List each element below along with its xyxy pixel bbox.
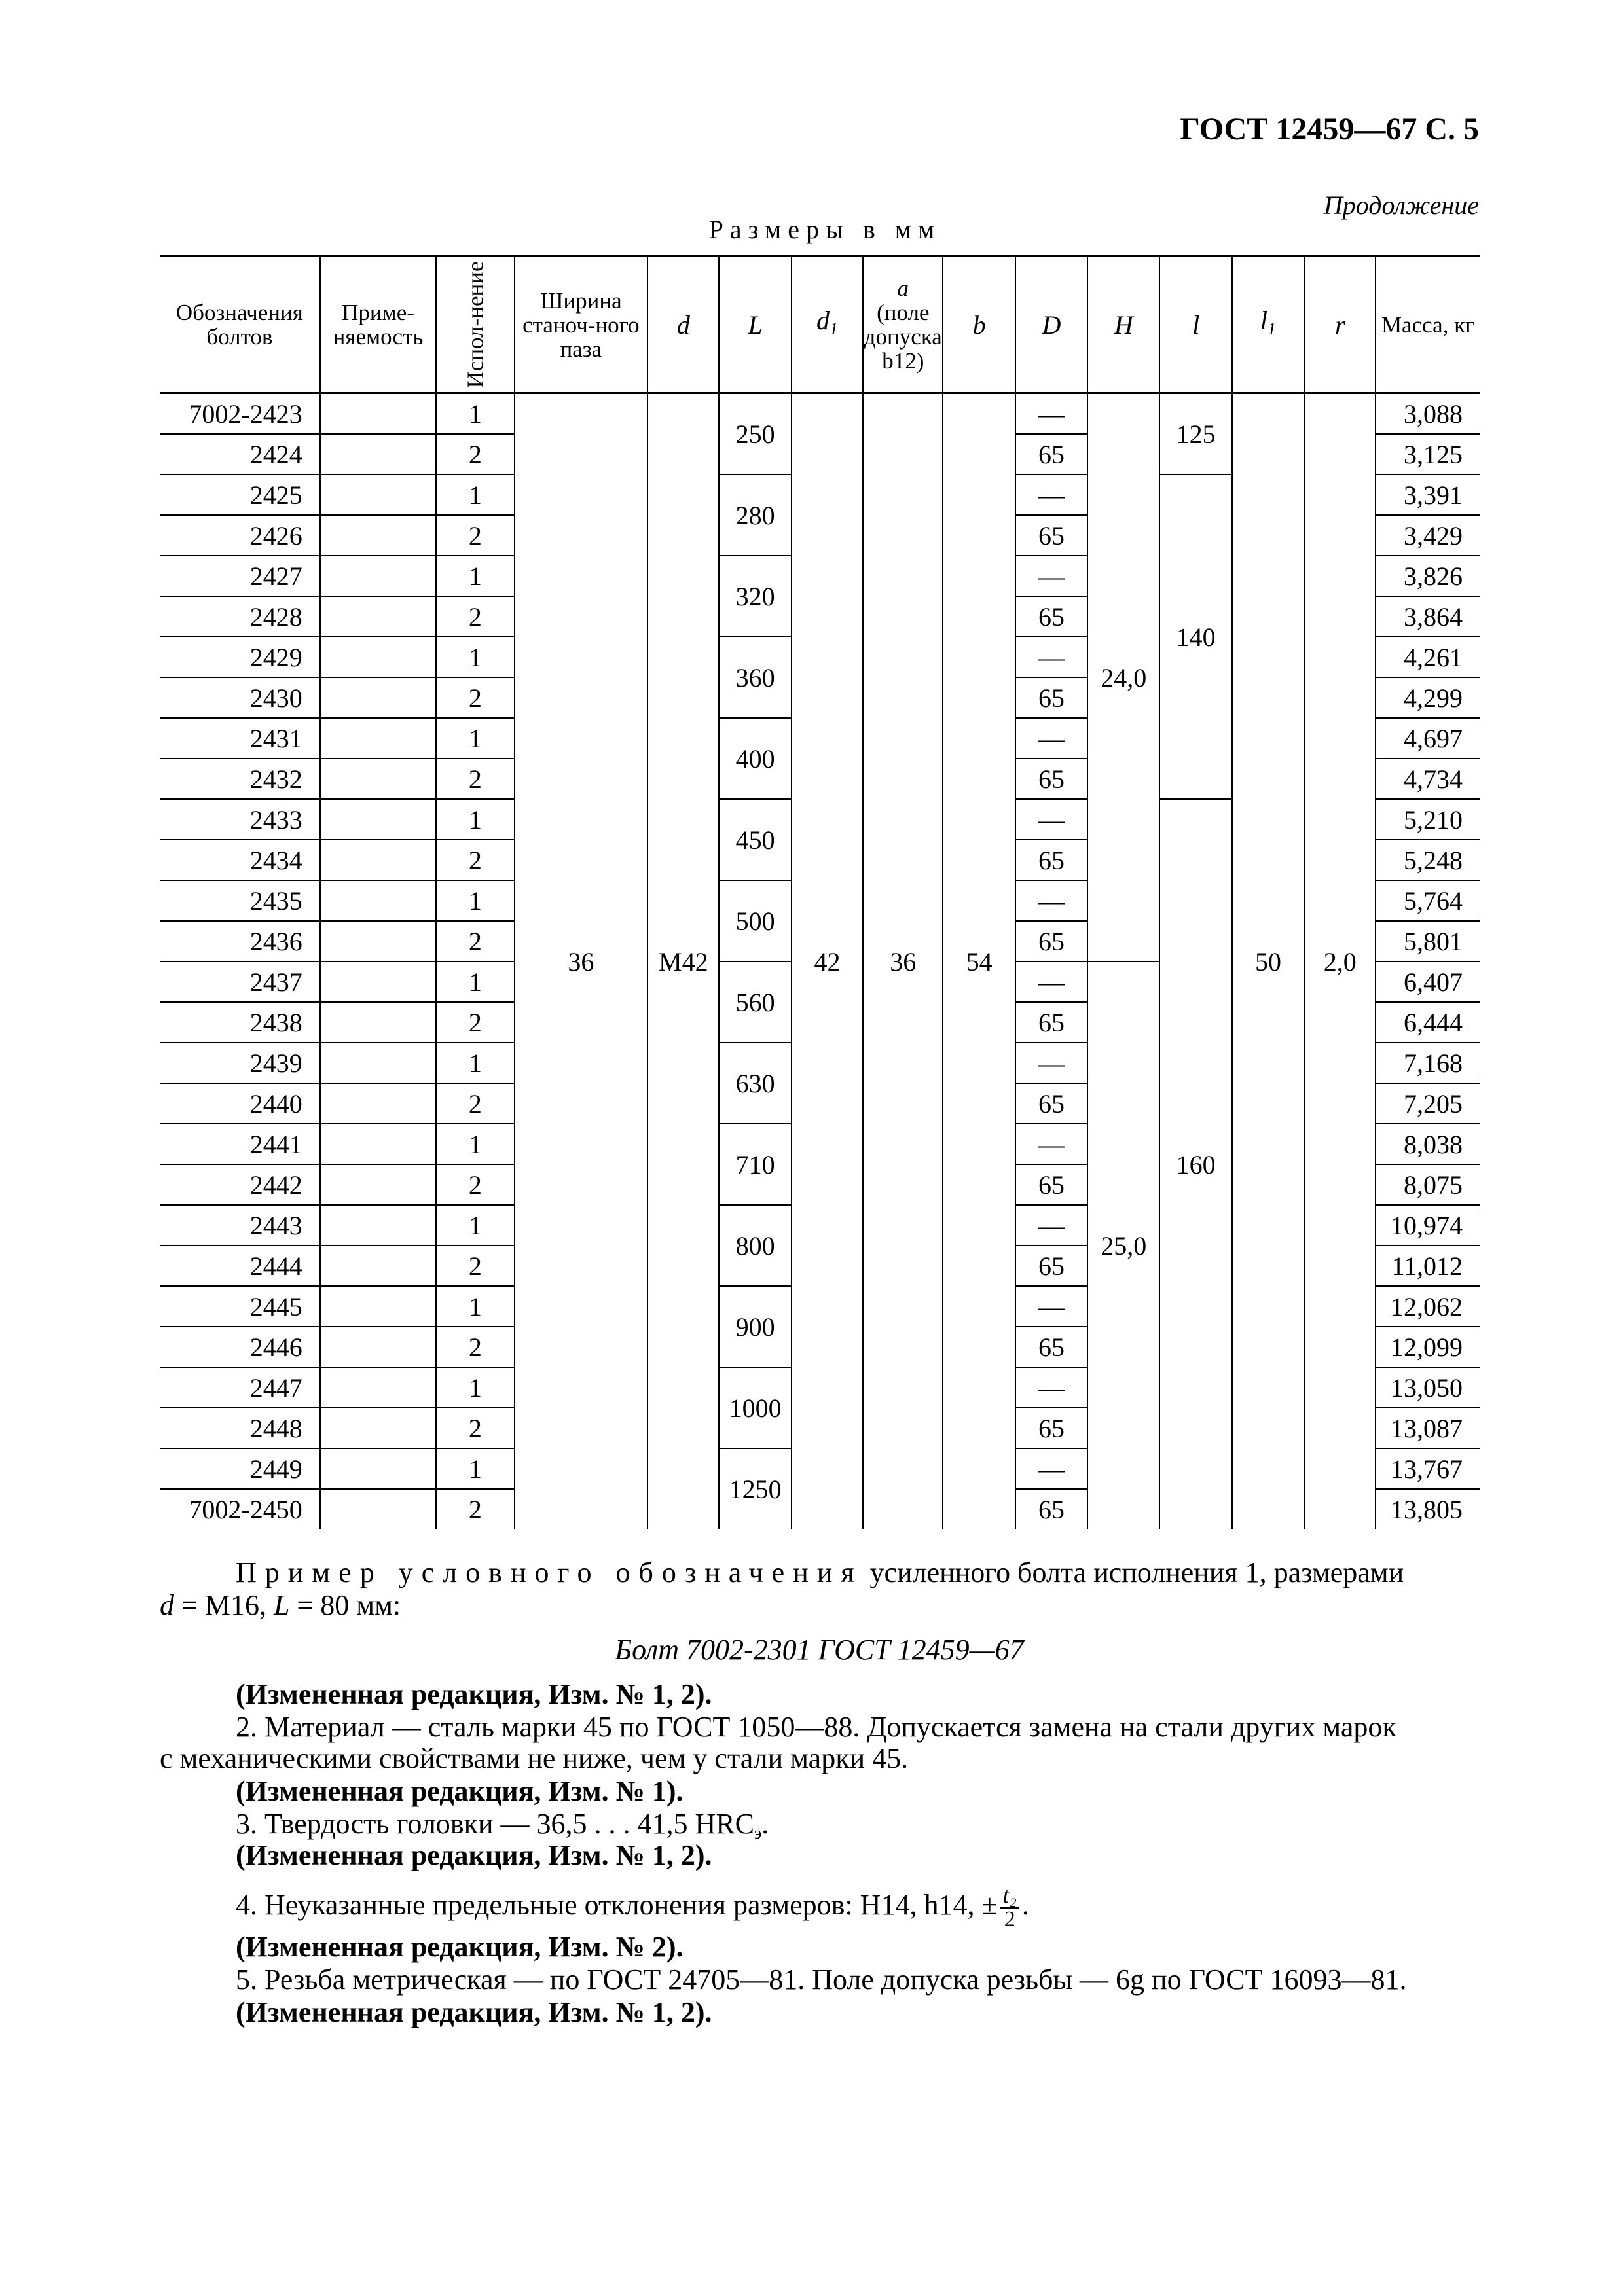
cell-L: 320: [719, 556, 791, 637]
cell-L: 400: [719, 718, 791, 799]
cell-execution: 2: [436, 1002, 514, 1043]
example-mid: = M16,: [181, 1589, 266, 1621]
cell-execution: 1: [436, 1124, 514, 1164]
cell-mass: 3,864: [1376, 596, 1480, 637]
cell-mass: 6,444: [1376, 1002, 1480, 1043]
amendment-note: (Измененная редакция, Изм. № 1, 2).: [236, 1996, 712, 2028]
cell-mass: 6,407: [1376, 961, 1480, 1002]
cell-D: —: [1015, 1205, 1087, 1246]
cell-L: 710: [719, 1124, 791, 1205]
header-d: d: [647, 257, 719, 393]
cell-D: 65: [1015, 515, 1087, 556]
header-a-note: (поле допуска b12): [864, 300, 942, 374]
cell-d1: 42: [792, 393, 863, 1530]
cell-slot-width: 36: [515, 393, 648, 1530]
cell-L: 360: [719, 637, 791, 718]
cell-mass: 13,087: [1376, 1408, 1480, 1448]
cell-execution: 1: [436, 1286, 514, 1327]
header-r: r: [1304, 257, 1376, 393]
cell-D: 65: [1015, 759, 1087, 799]
cell-designation: 2428: [160, 596, 320, 637]
cell-applicability: [320, 677, 437, 718]
cell-designation: 2435: [160, 880, 320, 921]
cell-applicability: [320, 1083, 437, 1124]
cell-D: —: [1015, 393, 1087, 435]
cell-mass: 3,125: [1376, 434, 1480, 475]
cell-mass: 3,391: [1376, 475, 1480, 515]
dimensions-caption: Размеры в мм: [708, 215, 941, 244]
cell-mass: 5,764: [1376, 880, 1480, 921]
header-l1: [1232, 257, 1304, 393]
cell-applicability: [320, 1002, 437, 1043]
cell-applicability: [320, 1489, 437, 1529]
cell-L: 1000: [719, 1367, 791, 1448]
header-d1-text: d: [816, 306, 830, 335]
cell-execution: 2: [436, 1408, 514, 1448]
cell-mass: 12,099: [1376, 1327, 1480, 1367]
paragraph-2: 2. Материал — сталь марки 45 по ГОСТ 1050—88. Допускается замена на стали других марок: [236, 1711, 1396, 1743]
cell-applicability: [320, 880, 437, 921]
example-spaced-lead: Пример условного обозначения: [236, 1556, 863, 1588]
cell-mass: 7,168: [1376, 1043, 1480, 1083]
cell-applicability: [320, 1205, 437, 1246]
example-designation: Болт 7002-2301 ГОСТ 12459—67: [615, 1634, 1024, 1666]
cell-applicability: [320, 1286, 437, 1327]
cell-L: 500: [719, 880, 791, 961]
cell-D: —: [1015, 475, 1087, 515]
cell-designation: 2438: [160, 1002, 320, 1043]
cell-mass: 4,299: [1376, 677, 1480, 718]
cell-designation: 7002-2423: [160, 393, 320, 435]
cell-mass: 8,038: [1376, 1124, 1480, 1164]
table-row: [160, 393, 1480, 435]
cell-applicability: [320, 1043, 437, 1083]
cell-mass: 5,210: [1376, 799, 1480, 840]
cell-applicability: [320, 515, 437, 556]
cell-designation: 2427: [160, 556, 320, 596]
fraction-denominator: 2: [1004, 1907, 1015, 1931]
cell-designation: 2431: [160, 718, 320, 759]
cell-D: —: [1015, 799, 1087, 840]
cell-l: 140: [1159, 475, 1231, 799]
cell-mass: 13,767: [1376, 1448, 1480, 1489]
cell-mass: 4,734: [1376, 759, 1480, 799]
header-H: H: [1087, 257, 1159, 393]
header-D: D: [1015, 257, 1087, 393]
cell-designation: 2447: [160, 1367, 320, 1408]
cell-D: —: [1015, 1286, 1087, 1327]
cell-applicability: [320, 1164, 437, 1205]
cell-L: 450: [719, 799, 791, 880]
cell-mass: 8,075: [1376, 1164, 1480, 1205]
cell-designation: 2442: [160, 1164, 320, 1205]
cell-D: 65: [1015, 677, 1087, 718]
header-designation: Обозначения болтов: [160, 257, 320, 393]
cell-mass: 5,248: [1376, 840, 1480, 880]
cell-execution: 1: [436, 880, 514, 921]
cell-execution: 2: [436, 840, 514, 880]
cell-applicability: [320, 799, 437, 840]
cell-D: —: [1015, 880, 1087, 921]
cell-execution: 2: [436, 921, 514, 961]
cell-designation: 2429: [160, 637, 320, 677]
cell-applicability: [320, 393, 437, 435]
paragraph-3-sub: э: [754, 1823, 762, 1842]
cell-D: —: [1015, 637, 1087, 677]
header-a: [863, 257, 943, 393]
cell-execution: 2: [436, 1246, 514, 1286]
cell-H: 25,0: [1087, 961, 1159, 1529]
header-l1-sub: 1: [1267, 319, 1277, 338]
example-end: = 80 мм:: [297, 1589, 401, 1621]
cell-execution: 1: [436, 718, 514, 759]
cell-b: 54: [943, 393, 1015, 1530]
cell-mass: 3,826: [1376, 556, 1480, 596]
cell-l: 125: [1159, 393, 1231, 475]
cell-applicability: [320, 1124, 437, 1164]
cell-r: 2,0: [1304, 393, 1376, 1530]
cell-applicability: [320, 1448, 437, 1489]
paragraph-2-cont: с механическими свойствами не ниже, чем у стали марки 45.: [160, 1742, 909, 1774]
cell-D: 65: [1015, 434, 1087, 475]
cell-designation: 2448: [160, 1408, 320, 1448]
paragraph-4-end: .: [1021, 1889, 1029, 1922]
cell-execution: 1: [436, 475, 514, 515]
amendment-note: (Измененная редакция, Изм. № 1).: [236, 1775, 684, 1807]
header-d1-sub: 1: [829, 319, 838, 338]
amendment-note: (Измененная редакция, Изм. № 1, 2).: [236, 1678, 712, 1710]
cell-execution: 1: [436, 637, 514, 677]
header-L: L: [719, 257, 791, 393]
cell-applicability: [320, 961, 437, 1002]
header-execution: [436, 257, 514, 393]
cell-applicability: [320, 1408, 437, 1448]
cell-execution: 2: [436, 434, 514, 475]
header-applicability: Приме-няемость: [320, 257, 437, 393]
cell-L: 630: [719, 1043, 791, 1124]
cell-applicability: [320, 1246, 437, 1286]
cell-mass: 13,050: [1376, 1367, 1480, 1408]
cell-L: 560: [719, 961, 791, 1043]
cell-designation: 2439: [160, 1043, 320, 1083]
amendment-note: (Измененная редакция, Изм. № 2).: [236, 1931, 684, 1963]
example-L: L: [273, 1589, 290, 1621]
cell-l1: 50: [1232, 393, 1304, 1530]
cell-designation: 2446: [160, 1327, 320, 1367]
cell-mass: 7,205: [1376, 1083, 1480, 1124]
cell-mass: 10,974: [1376, 1205, 1480, 1246]
cell-execution: 1: [436, 1448, 514, 1489]
cell-designation: 2426: [160, 515, 320, 556]
cell-designation: 2441: [160, 1124, 320, 1164]
cell-designation: 2430: [160, 677, 320, 718]
example-line-2: [160, 1589, 1479, 1622]
header-mass: Масса, кг: [1376, 257, 1480, 393]
cell-applicability: [320, 759, 437, 799]
cell-D: —: [1015, 1043, 1087, 1083]
cell-L: 250: [719, 393, 791, 475]
cell-H: 24,0: [1087, 393, 1159, 962]
cell-mass: 12,062: [1376, 1286, 1480, 1327]
cell-designation: 2432: [160, 759, 320, 799]
paragraph-3-text: 3. Твердость головки — 36,5 . . . 41,5 HRC: [236, 1808, 754, 1840]
cell-designation: 2443: [160, 1205, 320, 1246]
cell-execution: 1: [436, 1205, 514, 1246]
cell-designation: 2445: [160, 1286, 320, 1327]
cell-D: 65: [1015, 596, 1087, 637]
cell-designation: 2449: [160, 1448, 320, 1489]
cell-execution: 1: [436, 556, 514, 596]
header-d1: [792, 257, 863, 393]
cell-execution: 2: [436, 1164, 514, 1205]
cell-designation: 2433: [160, 799, 320, 840]
cell-applicability: [320, 556, 437, 596]
continuation-label: Продолжение: [1323, 190, 1479, 220]
cell-D: —: [1015, 556, 1087, 596]
cell-D: 65: [1015, 1164, 1087, 1205]
example-d: d: [160, 1589, 174, 1621]
header-l1-text: l: [1260, 306, 1268, 335]
paragraph-3-end: .: [761, 1808, 769, 1840]
cell-D: 65: [1015, 1327, 1087, 1367]
cell-designation: 2434: [160, 840, 320, 880]
cell-designation: 2436: [160, 921, 320, 961]
cell-execution: 2: [436, 1327, 514, 1367]
cell-execution: 2: [436, 1489, 514, 1529]
paragraph-4: [236, 1885, 1479, 1931]
cell-applicability: [320, 718, 437, 759]
page-header: ГОСТ 12459—67 С. 5: [1180, 112, 1479, 147]
cell-applicability: [320, 921, 437, 961]
cell-L: 1250: [719, 1448, 791, 1529]
cell-D: 65: [1015, 1489, 1087, 1529]
cell-mass: 3,088: [1376, 393, 1480, 435]
cell-D: 65: [1015, 1002, 1087, 1043]
cell-designation: 2425: [160, 475, 320, 515]
cell-execution: 2: [436, 1083, 514, 1124]
header-slot-width: Ширина станоч-ного паза: [515, 257, 648, 393]
cell-D: —: [1015, 1124, 1087, 1164]
table-body: [160, 393, 1480, 1530]
cell-applicability: [320, 1327, 437, 1367]
cell-D: —: [1015, 1367, 1087, 1408]
cell-designation: 7002-2450: [189, 1494, 302, 1524]
cell-execution: 2: [436, 759, 514, 799]
cell-applicability: [320, 475, 437, 515]
cell-l: 160: [1159, 799, 1231, 1529]
cell-applicability: [320, 434, 437, 475]
cell-D: —: [1015, 1448, 1087, 1489]
cell-designation: 2424: [160, 434, 320, 475]
cell-applicability: [320, 1367, 437, 1408]
cell-applicability: [320, 637, 437, 677]
cell-execution: 2: [436, 515, 514, 556]
cell-mass: 11,012: [1376, 1246, 1480, 1286]
header-a-letter: a: [897, 276, 909, 301]
cell-mass: 4,697: [1376, 718, 1480, 759]
cell-L: 800: [719, 1205, 791, 1286]
cell-D: —: [1015, 718, 1087, 759]
fraction: [1000, 1885, 1019, 1931]
cell-applicability: [320, 840, 437, 880]
table-header-row: [160, 257, 1480, 393]
cell-designation: 2440: [160, 1083, 320, 1124]
cell-execution: 1: [436, 1367, 514, 1408]
cell-mass: 13,805: [1376, 1489, 1480, 1529]
cell-designation: 2444: [160, 1246, 320, 1286]
header-b: b: [943, 257, 1015, 393]
cell-mass: 3,429: [1376, 515, 1480, 556]
cell-D: 65: [1015, 1408, 1087, 1448]
header-l: l: [1159, 257, 1231, 393]
amendment-note: (Измененная редакция, Изм. № 1, 2).: [236, 1839, 712, 1871]
example-line-1: [236, 1556, 1479, 1589]
cell-execution: 1: [436, 961, 514, 1002]
cell-execution: 2: [436, 596, 514, 637]
cell-D: —: [1015, 961, 1087, 1002]
paragraph-4-text: 4. Неуказанные предельные отклонения размеров: H14, h14, ±: [236, 1889, 998, 1922]
cell-L: 280: [719, 475, 791, 556]
cell-D: 65: [1015, 921, 1087, 961]
cell-mass: 4,261: [1376, 637, 1480, 677]
cell-execution: 1: [436, 1043, 514, 1083]
cell-L: 900: [719, 1286, 791, 1367]
cell-D: 65: [1015, 1246, 1087, 1286]
example-rest: усиленного болта исполнения 1, размерами: [869, 1556, 1404, 1588]
cell-designation: 2437: [160, 961, 320, 1002]
cell-execution: 1: [436, 393, 514, 435]
paragraph-5: 5. Резьба метрическая — по ГОСТ 24705—81. Поле допуска резьбы — 6g по ГОСТ 16093—81.: [236, 1964, 1407, 1996]
cell-D: 65: [1015, 1083, 1087, 1124]
cell-a: 36: [863, 393, 943, 1530]
header-execution-text: Испол-нение: [462, 261, 488, 388]
cell-D: 65: [1015, 840, 1087, 880]
cell-execution: 2: [436, 677, 514, 718]
cell-applicability: [320, 596, 437, 637]
cell-d: M42: [647, 393, 719, 1530]
bolt-dimensions-table: [160, 255, 1480, 1529]
cell-mass: 5,801: [1376, 921, 1480, 961]
cell-execution: 1: [436, 799, 514, 840]
fraction-numerator: t₂: [1000, 1885, 1019, 1909]
